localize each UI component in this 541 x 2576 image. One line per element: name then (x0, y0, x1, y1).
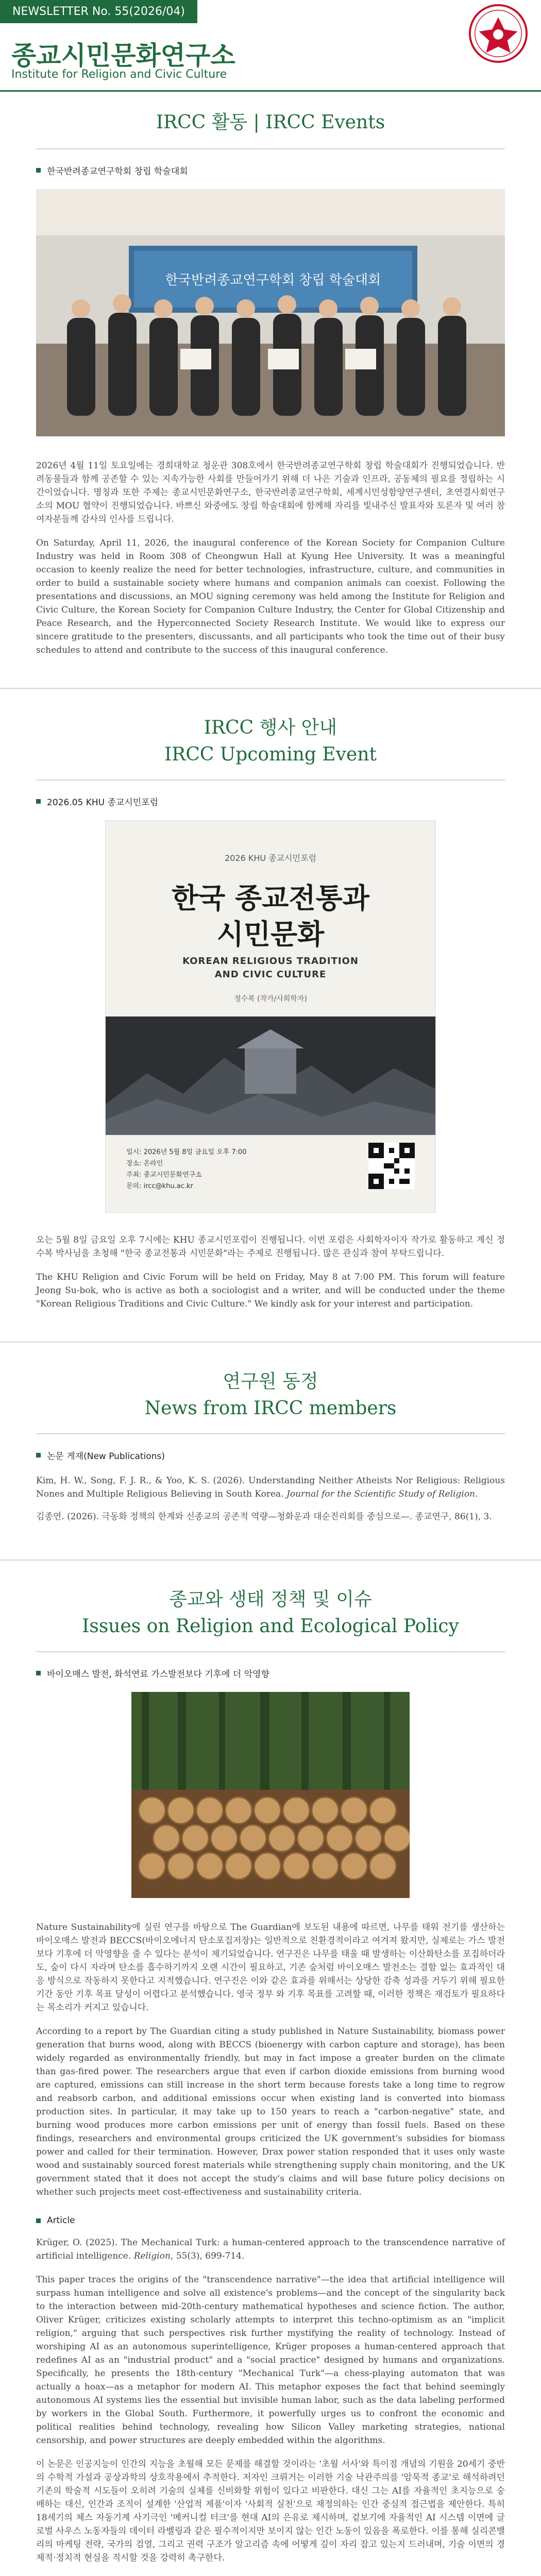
qr-code-icon[interactable] (368, 1143, 415, 1189)
poster-info-3: 주최: 종교시민문화연구소 (126, 1171, 202, 1179)
poster-info-2: 장소: 온라인 (126, 1160, 163, 1167)
poster-english-2: AND CIVIC CULTURE (214, 969, 327, 980)
events-bullet-label: 한국반려종교연구학회 창립 학술대회 (47, 166, 188, 177)
news-title-ko: 연구원 동정 (223, 1371, 318, 1392)
upcoming-bullet (36, 795, 505, 808)
news-title-en: News from IRCC members (144, 1398, 397, 1419)
poster-tag: 2026 KHU 종교시민포럼 (225, 853, 316, 863)
poster-illustration (106, 1016, 435, 1135)
institute-title-ko: 종교시민문화연구소 (11, 41, 235, 71)
policy-title-en: Issues on Religion and Ecological Policy (82, 1616, 459, 1637)
poster-headline-1: 한국 종교전통과 (172, 882, 369, 914)
forum-poster[interactable] (105, 820, 436, 1213)
events-section (0, 92, 541, 688)
biomass-wood-photo (131, 1692, 410, 1898)
institute-title-en: Institute for Religion and Civic Culture (11, 68, 227, 81)
bullet-square-icon (36, 799, 41, 804)
article-summary-ko: 이 논문은 인공지능이 인간의 지능을 초월해 모든 문제를 해결할 것이라는 '초월 서사'와 특이점 개념의 기원을 20세기 중반의 수학적 가설과 공상과학의 상호작용에서 추적한다. 저자인 크뤼거는 이러한 기술 낙관주의를 '암묵적 종교'로 해석하려던 기존의 학술적 시도들이 오히려 기술의 실체를 신비화할 위험이 있다고 비판한다. 대신 그는 AI를 자율적인 초지능으로 숭배하는 대신, 인간과 조직이 설계한 '산업적 제품'이자 '사회적 실천'으로 재정의하는 인간 중심적 접근법을 제안한다. 특히 18세기의 체스 자동기계 사기극인 '메커니컬 터크'를 현대 AI의 은유로 제시하며, 겉보기에 자율적인 AI 시스템 이면에 글로벌 사우스 노동자들의 데이터 라벨링과 같은 필수적이지만 보이지 않는 인간 노동이 있음을 폭로한다. 이를 통해 실리콘밸리의 마케팅 전략, 국가의 검열, 그리고 권력 구조가 알고리즘 속에 어떻게 깊이 자리 잡고 있는지 드러내며, 기술 이면의 경제적·정치적 현실을 직시할 것을 강력히 촉구한다. (36, 2459, 505, 2563)
poster-info-1: 일시: 2026년 5월 8일 금요일 오후 7:00 (126, 1148, 247, 1156)
upcoming-paragraph-en: The KHU Religion and Civic Forum will be held on Friday, May 8 at 7:00 PM. This forum will feature Jeong Su-bok, who is active as both a sociologist and a writer, and will be conducted under the theme "Korean Religious Traditions and Civic Culture." We kindly ask for your interest and participation. (36, 1272, 505, 1309)
events-paragraph-ko: 2026년 4월 11일 토요일에는 경희대학교 청운관 308호에서 한국반려종교연구학회 창립 학술대회가 진행되었습니다. 반려동물들과 함께 공존할 수 있는 지속가능한 사회를 만들어가기 위해 더 나은 기술과 인프라, 공동체의 필요를 정립하는 시간이었습니다. 명칭과 또한 주제는 종교시민문화연구소, 한국반려종교연구학회, 세계시민성함양연구센터, 초연결사회연구소의 MOU 협약이 진행되었습니다. 바쁘신 와중에도 창립 학술대회에 함께해 자리를 빛내주신 발표자와 토론자 및 여러 참여자분들께 감사의 인사를 드립니다. (36, 461, 505, 524)
article-citation-text: Krüger, O. (2025). The Mechanical Turk: a human-centered approach to the transcendence narrative of artificial intelligence. (36, 2238, 505, 2261)
upcoming-bullet-label: 2026.05 KHU 종교시민포럼 (47, 798, 159, 808)
poster-speaker: 정수복 (작가/사회학자) (234, 995, 307, 1003)
news-bullet (36, 1449, 505, 1462)
policy-section (0, 1561, 541, 2576)
article-bullet (36, 2215, 505, 2226)
policy-title-ko: 종교와 생태 정책 및 이슈 (169, 1589, 372, 1610)
bullet-square-icon (36, 1453, 41, 1458)
news-section (0, 1343, 541, 1560)
article-citation (36, 2236, 505, 2263)
newsletter-header (0, 0, 541, 92)
banner-text: 한국반려종교연구학회 창립 학술대회 (165, 273, 381, 288)
article-label: Article (47, 2215, 75, 2226)
policy-paragraph-en: According to a report by The Guardian citing a study published in Nature Sustainability, biomass power generation that burns wood, along with BECCS (bioenergy with carbon capture and storage), has been widely regarded as environmentally friendly, but may in fact impose a greater burden on the climate than gas-fired power. The researchers argue that even if carbon dioxide emissions from burning wood are captured, emissions can still increase in the short term because forests take a long time to regrow and reabsorb carbon, and additional emissions occur when existing land is converted into biomass production sites. In particular, it may take up to 150 years to reach a "carbon-negative" state, and burning wood produces more carbon emissions per unit of energy than fossil fuels. Based on these findings, researchers and environmental groups criticized the UK government's subsidies for biomass power and called for their termination. However, Drax power station responded that it uses only waste wood and sustainably sourced forest materials while strengthening supply chain monitoring, and the UK government stated that it does not accept the study's claims and will base future policy decisions on whether such projects meet cost-effectiveness and sustainability criteria. (36, 2026, 505, 2197)
bullet-square-icon (36, 2218, 41, 2223)
news-bullet-label: 논문 게재(New Publications) (47, 1451, 165, 1462)
poster-english-1: KOREAN RELIGIOUS TRADITION (182, 956, 359, 967)
bullet-square-icon (36, 168, 41, 173)
newsletter-number-badge: NEWSLETTER No. 55(2026/04) (0, 0, 197, 23)
events-title: IRCC 활동 | IRCC Events (156, 112, 385, 133)
policy-paragraph-ko: Nature Sustainability에 실린 연구를 바탕으로 The Guardian에 보도된 내용에 따르면, 나무를 태워 전기를 생산하는 바이오매스 발전과 BECCS(바이오에너지 탄소포집저장)는 일반적으로 친환경적이라고 여겨져 왔지만, 실제로는 가스 발전보다 기후에 더 악영향을 줄 수 있다는 분석이 제기되었습니다. 연구진은 나무를 태울 때 발생하는 이산화탄소를 포집하더라도, 숲이 다시 자라며 탄소를 흡수하기까지 오랜 시간이 필요하고, 기존 숲처럼 바이오매스 발전소는 결함 없는 효과적인 대응 방식으로 작동하지 못한다고 지적했습니다. 연구진은 이와 같은 효과를 위해서는 상당한 감축 성과를 거두기 위해 필요한 기간 동안 기후 목표 달성이 어렵다고 분석했습니다. 영국 정부 와 기후 목표를 고려할 때, 이러한 정책은 재검토가 필요하다는 목소리가 커지고 있습니다. (36, 1922, 505, 2013)
events-paragraph-en: On Saturday, April 11, 2026, the inaugural conference of the Korean Society for Companion Culture Industry was held in Room 308 of Cheongwun Hall at Kyung Hee University. It was a meaningful occasion to keenly realize the need for better technologies, infrastructure, culture, and communities in order to build a sustainable society where humans and companion animals can coexist. Following the presentations and discussions, an MOU signing ceremony was held among the Institute for Religion and Civic Culture, the Korean Society for Companion Culture Industry, the Center for Global Citizenship and Peace Research, and the Hyperconnected Society Research Institute. We would like to express our sincere gratitude to the presenters, discussants, and all participants who took the time out of their busy schedules to attend and contribute to the success of this inaugural conference. (36, 538, 505, 655)
policy-bullet (36, 1667, 505, 1680)
publication-entry-2: 김종연. (2026). 극동화 정책의 한계와 신종교의 공존적 역량—청화운과 대순진리회를 중심으로—. 종교연구, 86(1), 3. (36, 1512, 492, 1522)
poster-headline-2: 시민문화 (216, 918, 325, 951)
events-bullet (36, 164, 505, 177)
upcoming-title-en: IRCC Upcoming Event (164, 744, 377, 765)
publication-entry-1 (36, 1474, 505, 1501)
upcoming-paragraph-ko: 오는 5월 8일 금요일 오후 7시에는 KHU 종교시민포럼이 진행됩니다. 이번 포럼은 사회학자이자 작가로 활동하고 계신 정수복 박사님을 초청해 "한국 종교전통과 시민문화"라는 주제로 진행됩니다. 많은 관심과 참여 부탁드립니다. (36, 1235, 505, 1259)
article-citation-journal: Religion (133, 2251, 171, 2261)
article-citation-tail: , 55(3), 699-714. (170, 2251, 245, 2261)
upcoming-title-ko: IRCC 행사 안내 (204, 717, 337, 738)
institute-logo[interactable] (468, 3, 529, 64)
publication-1-journal: Journal for the Scientific Study of Religion. (286, 1489, 478, 1499)
upcoming-section (0, 689, 541, 1342)
conference-group-photo (36, 189, 505, 436)
bullet-square-icon (36, 1671, 41, 1675)
policy-bullet-label: 바이오매스 발전, 화석연료 가스발전보다 기후에 더 악영향 (47, 1669, 269, 1680)
article-summary-en: This paper traces the origins of the "transcendence narrative"—the idea that artificial intelligence will surpass human intelligence and solve all existence's problems—and the concept of the singularity back to the interaction between mid-20th-century mathematical hypotheses and science fiction. The author, Oliver Krüger, criticizes existing scholarly attempts to interpret this techno-optimism as an "implicit religion," arguing that such perspectives risk further mystifying the reality of technology. Instead of worshiping AI as an autonomous superintelligence, Krüger proposes a human-centered approach that redefines AI as an "industrial product" and a "social practice" designed by humans and organizations. Specifically, he presents the 18th-century "Mechanical Turk"—a chess-playing automaton that was actually a hoax—as a metaphor for modern AI. This metaphor exposes the fact that behind seemingly autonomous AI systems lies the essential but invisible human labor, such as the data labeling performed by workers in the Global South. Furthermore, it powerfully urges us to confront the economic and political realities behind technology, revealing how Silicon Valley marketing strategies, national censorship, and power structures are deeply embedded within the algorithms. (36, 2275, 505, 2446)
poster-info-4: 문의: ircc@khu.ac.kr (126, 1182, 193, 1190)
publication-1-text: Kim, H. W., Song, F. J. R., & Yoo, K. S. (2026). Understanding Neither Atheists Nor Religious: Religious Nones and Multiple Religious Believing in South Korea. (36, 1476, 505, 1499)
